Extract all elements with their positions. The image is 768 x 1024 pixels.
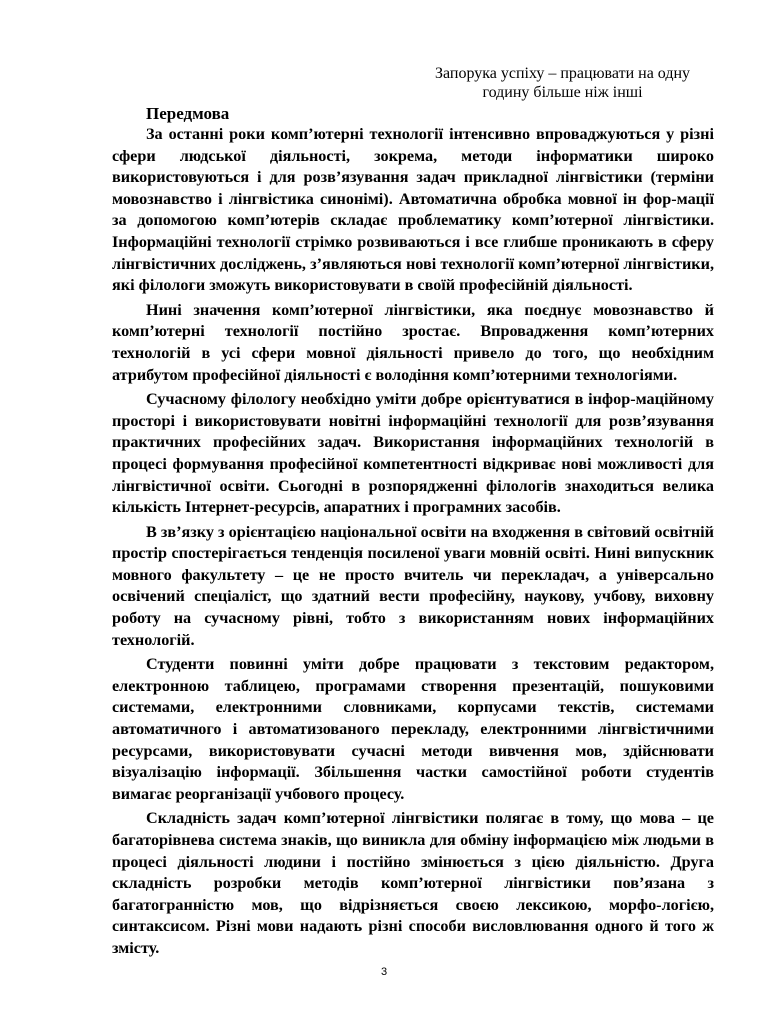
paragraph-5: Студенти повинні уміти добре працювати з текстовим редактором, електронною таблицею, програмами створення презентацій, пошуковими системами, електронними словниками, корпусами текстів, системами автоматичного і автоматизованого перекладу, електронними лінгвістичними ресурсами, використовувати сучасні методи вивчення мов, здійснювати візуалізацію інформації. Збільшення частки самостійної роботи студентів вимагає реорганізації учбового процесу. bbox=[112, 655, 714, 803]
paragraph-4: В зв’язку з орієнтацією національної освіти на входження в світовий освітній простір спостерігається тенденція посиленої уваги мовній освіті. Нині випускник мовного факультету – це не просто вчитель чи перекладач, а універсально освічений спеціаліст, що здатний вести професійну, наукову, учбову, виховну роботу на сучасному рівні, тобто з використанням нових інформаційних технологій. bbox=[112, 522, 714, 649]
paragraph-2: Нині значення комп’ютерної лінгвістики, яка поєднує мовознавство й комп’ютерні технології постійно зростає. Впровадження комп’ютерних технологій в усі сфери мовної діяльності привело до того, що необхідним атрибутом професійної діяльності є володіння комп’ютерними технологіями. bbox=[112, 300, 714, 384]
paragraph-6: Складність задач комп’ютерної лінгвістики полягає в тому, що мова – це багаторівнева система знаків, що виникла для обміну інформацією між людьми в процесі діяльності людини і постійно змінюється з цією діяльністю. Друга складність розробки методів комп’ютерної лінгвістики пов’язана з багатогранністю мов, що відрізняється своєю лексикою, морфо-логією, синтаксисом. Різні мови надають різні способи висловлювання одного й того ж змісту. bbox=[112, 809, 714, 957]
page-number: 3 bbox=[380, 966, 388, 978]
epigraph: Запорука успіху – працювати на одну годину більше ніж інші bbox=[434, 65, 691, 101]
section-heading: Передмова bbox=[146, 104, 230, 123]
paragraph-1: За останні роки комп’ютерні технології інтенсивно впроваджуються у різні сфери людської діяльності, зокрема, методи інформатики широко використовуються і для розв’язування задач прикладної лінгвістики (терміни мовознавство і лінгвістика синонімі). Автоматична обробка мовної ін фор-мації за допомогою комп’ютерів складає проблематику комп’ютерної лінгвістики. Інформаційні технології стрімко розвиваються і все глибше проникають в сферу лінгвістичних досліджень, з’являються нові технології комп’ютерної лінгвістики, які філологи зможуть використовувати в своїй професійній діяльності. bbox=[112, 125, 714, 295]
paragraph-3: Сучасному філологу необхідно уміти добре орієнтуватися в інфор-маційному просторі і використовувати новітні інформаційні технології для розв’язування практичних професійних задач. Використання інформаційних технологій в процесі формування професійної компетентності відкриває нові можливості для лінгвістичної освіти. Сьогодні в розпорядженні філологів знаходиться велика кількість Інтернет-ресурсів, апаратних і програмних засобів. bbox=[112, 390, 714, 517]
document-page bbox=[112, 64, 714, 960]
